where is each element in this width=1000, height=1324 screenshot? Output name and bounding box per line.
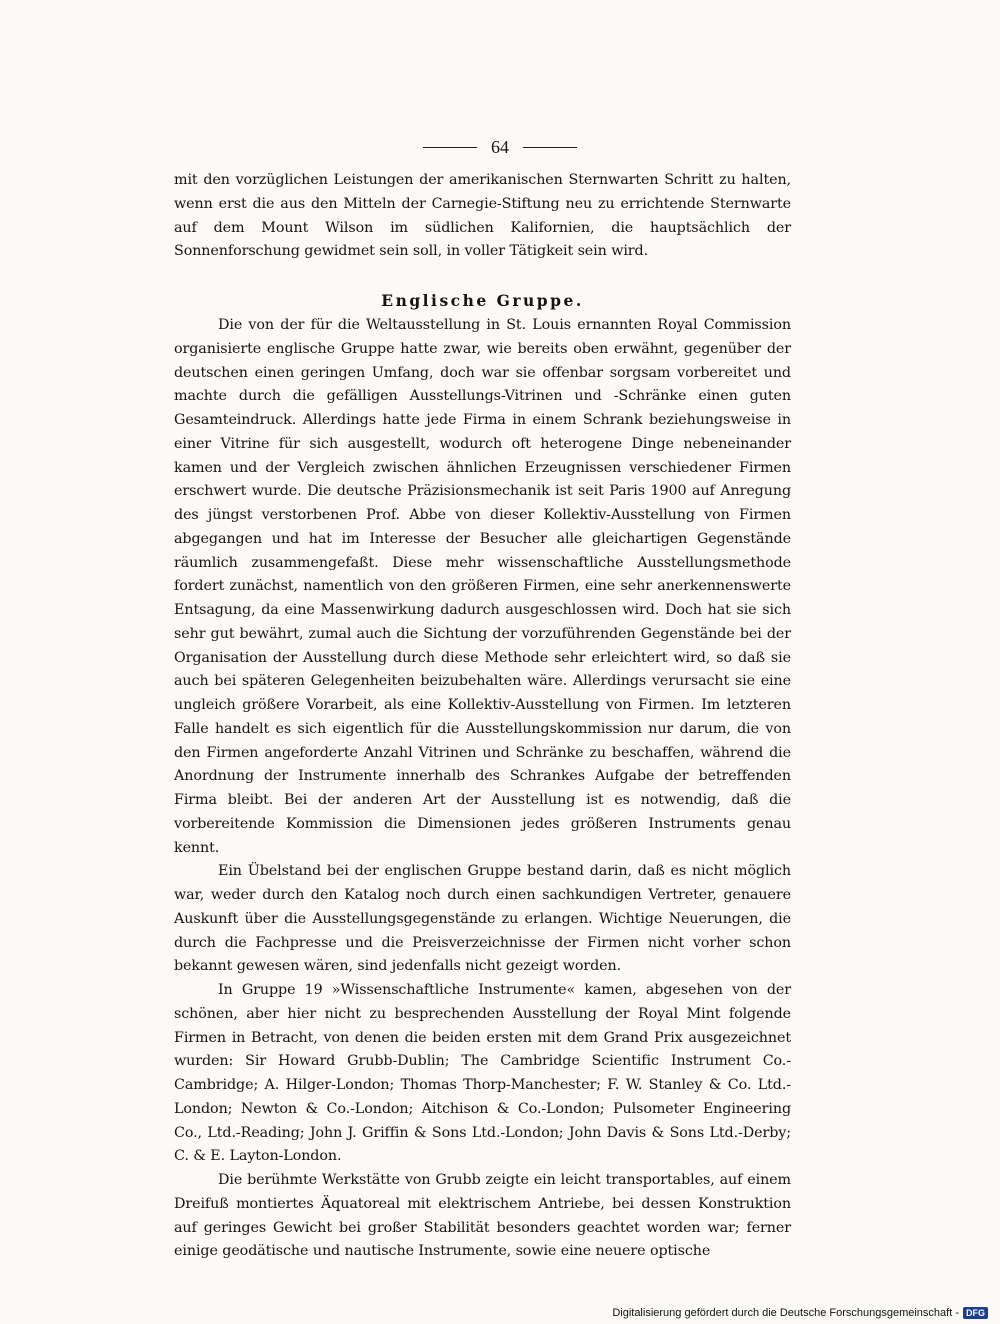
dfg-logo: DFG: [963, 1307, 988, 1319]
section-heading: Englische Gruppe.: [381, 291, 584, 310]
header-rule-left: [423, 147, 477, 148]
paragraph-2: Ein Übelstand bei der englischen Gruppe bestand darin, daß es nicht möglich war, weder durch den Katalog noch durch einen sachkundigen Vertreter, genauere Auskunft über die Ausstellungsgegenstände zu erlangen. Wichtige Neuerungen, die durch die Fachpresse und die Preisverzeichnisse der Firmen nicht vorher schon bekannt gewesen wären, sind jedenfalls nicht gezeigt worden.: [174, 863, 791, 975]
paragraph-continuation: mit den vorzüglichen Leistungen der amerikanischen Sternwarten Schritt zu halten, wenn erst die aus den Mitteln der Carnegie-Stiftung neu zu errichtende Sternwarte auf dem Mount Wilson im südlichen Kalifornien, die hauptsächlich der Sonnenforschung gewidmet sein soll, in voller Tätigkeit sein wird.: [174, 172, 791, 260]
paragraph-4: Die berühmte Werkstätte von Grubb zeigte ein leicht transportables, auf einem Dreifuß montiertes Äquatoreal mit elektrischem Antriebe, bei dessen Konstruktion auf geringes Gewicht bei großer Stabilität besonders geachtet worden war; ferner einige geodätische und nautische Instrumente, sowie eine neuere optische: [174, 1172, 791, 1260]
page-body: [174, 169, 791, 1264]
header-rule-right: [523, 147, 577, 148]
page-header: [0, 132, 1000, 162]
paragraph-1: Die von der für die Weltausstellung in St. Louis ernannten Royal Commission organisierte englische Gruppe hatte zwar, wie bereits oben erwähnt, gegenüber der deutschen einen geringen Umfang, doch war sie offenbar sorgsam vorbereitet und machte durch die gefälligen Ausstellungs-Vitrinen und -Schränke einen guten Gesamteindruck. Allerdings hatte jede Firma in einem Schrank beziehungsweise in einer Vitrine für sich ausgestellt, wodurch oft heterogene Dinge nebeneinander kamen und der Vergleich zwischen ähnlichen Erzeugnissen verschiedener Firmen erschwert wurde. Die deutsche Präzisionsmechanik ist seit Paris 1900 auf Anregung des jüngst verstorbenen Prof. Abbe von dieser Kollektiv-Ausstellung von Firmen abgegangen und hat im Interesse der Besucher alle gleichartigen Gegenstände räumlich zusammengefaßt. Diese mehr wissenschaftliche Ausstellungsmethode fordert zunächst, namentlich von den größeren Firmen, eine sehr anerkennenswerte Entsagung, da eine Massenwirkung dadurch ausgeschlossen wird. Doch hat sie sich sehr gut bewährt, zumal auch die Sichtung der vorzuführenden Gegenstände bei der Organisation der Ausstellung durch diese Methode sehr erleichtert wird, so daß sie auch bei späteren Gelegenheiten beizubehalten wäre. Allerdings verursacht sie eine ungleich größere Vorarbeit, als eine Kollektiv-Ausstellung von Firmen. Im letzteren Falle handelt es sich eigentlich für die Ausstellungskommission nur darum, die von den Firmen angeforderte Anzahl Vitrinen und Schränke zu beschaffen, während die Anordnung der Instrumente innerhalb des Schrankes Aufgabe der betreffenden Firma bleibt. Bei der anderen Art der Ausstellung ist es notwendig, daß die vorbereitende Kommission die Dimensionen jedes größeren Instruments genau kennt.: [174, 317, 791, 856]
paragraph-3: In Gruppe 19 »Wissenschaftliche Instrumente« kamen, abgesehen von der schönen, aber hier nicht zu besprechenden Ausstellung der Royal Mint folgende Firmen in Betracht, von denen die beiden ersten mit dem Grand Prix ausgezeichnet wurden: Sir Howard Grubb-Dublin; The Cambridge Scientific Instrument Co.-Cambridge; A. Hilger-London; Thomas Thorp-Manchester; F. W. Stanley & Co. Ltd.-London; Newton & Co.-London; Aitchison & Co.-London; Pulsometer Engineering Co., Ltd.-Reading; John J. Griffin & Sons Ltd.-London; John Davis & Sons Ltd.-Derby; C. & E. Layton-London.: [174, 982, 791, 1165]
digitization-footer: [612, 1303, 988, 1323]
footer-text: Digitalisierung gefördert durch die Deutsche Forschungsgemeinschaft -: [612, 1307, 959, 1319]
page-number: 64: [491, 136, 509, 157]
